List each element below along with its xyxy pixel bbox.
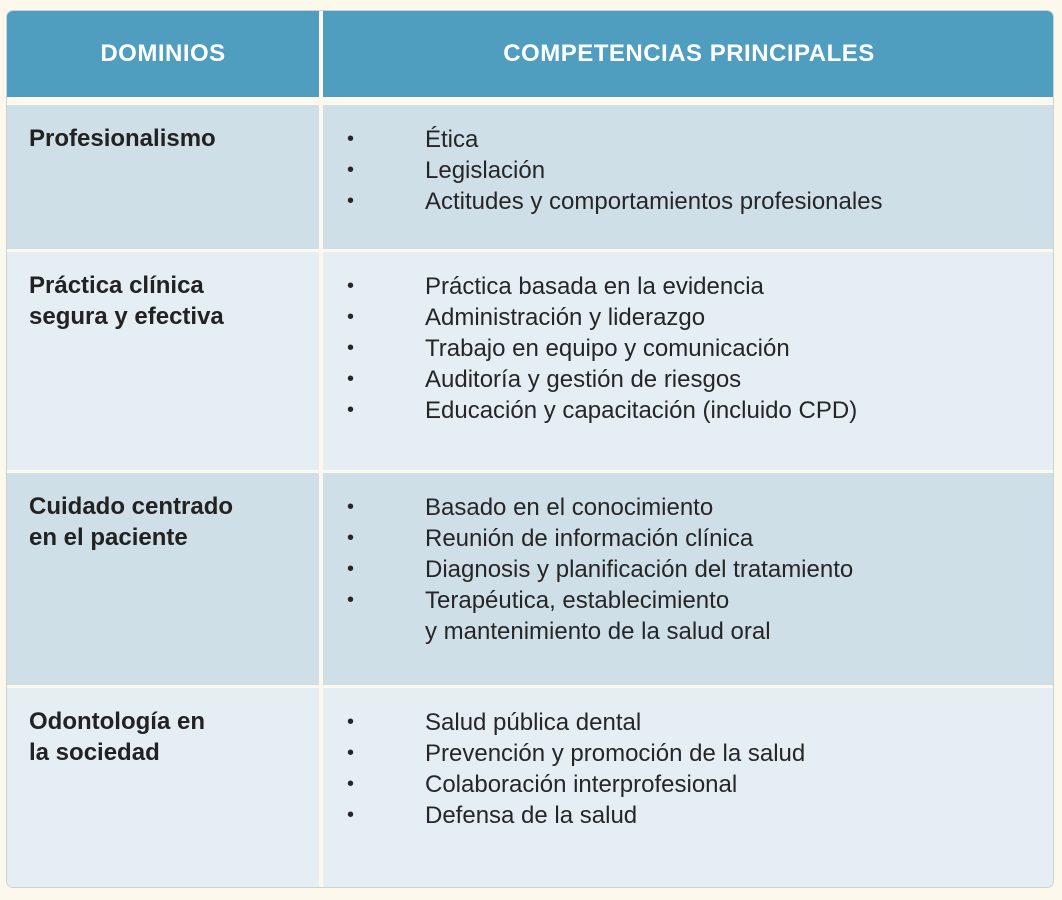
bullet-icon: • (347, 337, 355, 359)
table-row (7, 473, 1053, 685)
competency-item (341, 554, 853, 585)
table-row (7, 688, 1053, 888)
bullet-icon: • (347, 306, 355, 328)
bullet-icon: • (347, 589, 355, 611)
bullet-icon: • (347, 558, 355, 580)
bullet-icon: • (347, 527, 355, 549)
column-divider (319, 11, 323, 887)
competency-text: Actitudes y comportamientos profesionales (425, 188, 883, 215)
domain-label: Profesionalismo (29, 125, 216, 152)
competency-list (341, 707, 805, 831)
competency-item (341, 364, 857, 395)
bullet-icon: • (347, 399, 355, 421)
competency-text: Auditoría y gestión de riesgos (425, 366, 742, 393)
competency-item (341, 800, 805, 831)
competency-item (341, 707, 805, 738)
competency-item (341, 302, 857, 333)
bullet-icon: • (347, 368, 355, 390)
competency-item (341, 124, 883, 155)
bullet-icon: • (347, 711, 355, 733)
header-gap (7, 97, 1053, 105)
competency-text: Legislación (425, 157, 546, 184)
competency-item (341, 395, 857, 426)
bullet-icon: • (347, 804, 355, 826)
competency-text: Educación y capacitación (incluido CPD) (425, 397, 858, 424)
header-competencies: COMPETENCIAS PRINCIPALES (503, 40, 875, 67)
competencies-table (6, 10, 1054, 888)
domain-label: Cuidado centrado en el paciente (29, 493, 234, 551)
competency-text: Ética (425, 126, 479, 153)
competency-text: Colaboración interprofesional (425, 771, 738, 798)
competency-item (341, 738, 805, 769)
competency-list (341, 124, 883, 217)
bullet-icon: • (347, 773, 355, 795)
competency-item (341, 333, 857, 364)
bullet-icon: • (347, 742, 355, 764)
competency-item (341, 492, 853, 523)
competency-text: Terapéutica, establecimiento y mantenimiento de la salud oral (425, 587, 771, 645)
competency-item (341, 585, 853, 647)
competency-text: Administración y liderazgo (425, 304, 706, 331)
bullet-icon: • (347, 128, 355, 150)
bullet-icon: • (347, 159, 355, 181)
competency-text: Reunión de información clínica (425, 525, 754, 552)
competency-text: Trabajo en equipo y comunicación (425, 335, 790, 362)
bullet-icon: • (347, 275, 355, 297)
competency-text: Defensa de la salud (425, 802, 638, 829)
competency-list (341, 492, 853, 647)
competency-item (341, 769, 805, 800)
table-header (7, 11, 1053, 97)
header-domains: DOMINIOS (100, 40, 226, 67)
domain-label: Odontología en la sociedad (29, 708, 205, 766)
bullet-icon: • (347, 496, 355, 518)
competency-text: Basado en el conocimiento (425, 494, 714, 521)
table-row (7, 252, 1053, 470)
competency-text: Salud pública dental (425, 709, 642, 736)
competency-text: Diagnosis y planificación del tratamiento (425, 556, 854, 583)
competency-item (341, 271, 857, 302)
bullet-icon: • (347, 190, 355, 212)
competency-text: Práctica basada en la evidencia (425, 273, 764, 300)
domain-label: Práctica clínica segura y efectiva (29, 272, 224, 330)
competency-item (341, 523, 853, 554)
table-row (7, 105, 1053, 249)
competency-item (341, 155, 883, 186)
competency-list (341, 271, 857, 426)
competency-text: Prevención y promoción de la salud (425, 740, 806, 767)
competency-item (341, 186, 883, 217)
